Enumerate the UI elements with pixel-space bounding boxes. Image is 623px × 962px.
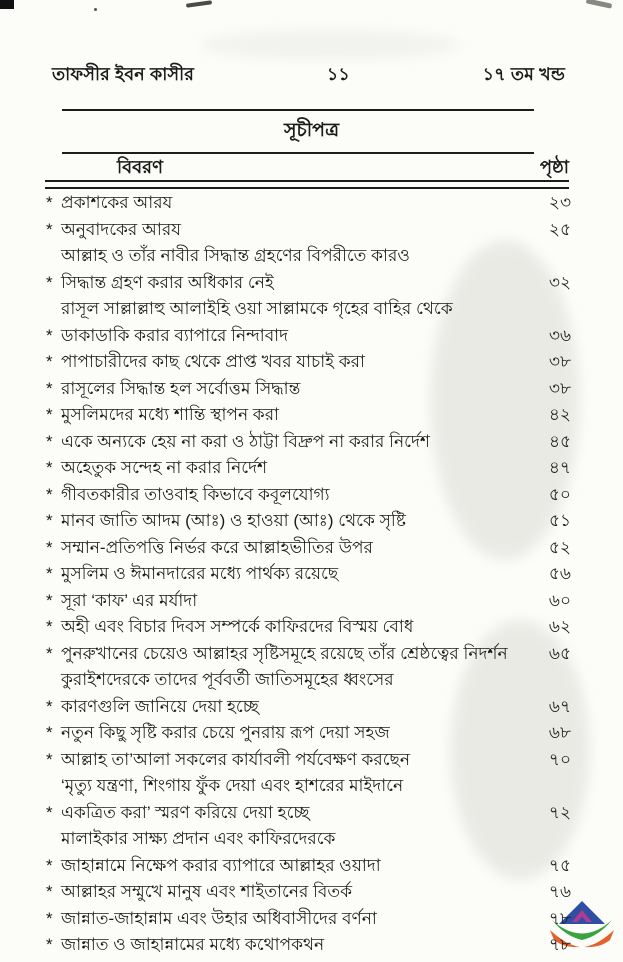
entry-title-line: প্রকাশকের আরয — [61, 193, 173, 212]
entry-bullet: * — [46, 882, 53, 901]
entry-title — [61, 614, 527, 641]
entry-page-number: ৬৫ — [548, 643, 571, 663]
entry-bullet: * — [46, 908, 53, 928]
toc-entry — [46, 588, 571, 615]
entry-page-number: ৭৫ — [548, 855, 571, 875]
entry-title-line: অহী এবং বিচার দিবস সম্পর্কে কাফিরদের বিস্ময় বোধ — [61, 617, 414, 636]
toc-entry — [46, 455, 571, 482]
entry-title-line: সিদ্ধান্ত গ্রহণ করার অধিকার নেই — [61, 272, 274, 292]
entry-bullet: * — [46, 802, 53, 822]
entry-title — [61, 667, 527, 720]
entry-page-number: ৬৭ — [548, 696, 571, 716]
entry-bullet: * — [46, 723, 53, 742]
toc-entry — [46, 773, 571, 826]
entry-title — [61, 482, 527, 509]
toc-entry — [46, 296, 571, 349]
entry-title — [61, 720, 527, 747]
entry-title — [61, 349, 527, 376]
entry-page-number: ৫০ — [548, 484, 571, 504]
volume-label: ১৭ তম খন্ড — [482, 64, 565, 84]
entry-page-number: ২৩ — [548, 193, 571, 212]
entry-bullet: * — [46, 855, 53, 875]
entry-title-line: কুরাইশদেরকে তাদের পূর্ববর্তী জাতিসমূহের ধ্বংসের — [61, 670, 394, 689]
entry-bullet: * — [46, 219, 53, 239]
entry-title — [61, 826, 527, 879]
entry-page-number: ৩৮ — [548, 378, 571, 398]
entry-title-line: মুসলিমদের মধ্যে শান্তি স্থাপন করা — [61, 405, 279, 424]
entry-title — [61, 641, 527, 668]
entry-page-number: ৬২ — [548, 617, 571, 636]
entry-bullet: * — [46, 193, 53, 212]
column-header-page: পৃষ্ঠা — [539, 157, 569, 177]
horizontal-rule — [45, 180, 569, 182]
entry-title-line: জাহান্নামে নিক্ষেপ করার ব্যাপারে আল্লাহর ওয়াদা — [61, 855, 381, 875]
entry-title-line: আল্লাহ তা’আলা সকলের কার্যাবলী পর্যবেক্ষণ করছেন — [61, 749, 411, 769]
entry-title-line: সম্মান-প্রতিপত্তি নির্ভর করে আল্লাহভীতির উপর — [61, 537, 373, 557]
entry-title — [61, 217, 527, 244]
entry-bullet: * — [46, 590, 53, 610]
entry-bullet: * — [46, 643, 53, 663]
entry-bullet: * — [46, 617, 53, 636]
entry-title-line: কারণগুলি জানিয়ে দেয়া হচ্ছে — [61, 696, 259, 716]
toc-entry — [46, 482, 571, 509]
entry-title — [61, 588, 527, 615]
entry-title-line: মালাইকার সাক্ষ্য প্রদান এবং কাফিরদেরকে — [61, 829, 336, 848]
entry-bullet: * — [46, 352, 53, 371]
entry-bullet: * — [46, 484, 53, 504]
toc-entry — [46, 932, 571, 959]
toc-entry — [46, 614, 571, 641]
toc-entry — [46, 429, 571, 456]
entry-title — [61, 932, 527, 959]
toc-entry — [46, 747, 571, 774]
entry-bullet: * — [46, 935, 53, 954]
entry-bullet: * — [46, 325, 53, 345]
toc-entry — [46, 217, 571, 244]
entry-bullet: * — [46, 511, 53, 530]
entry-title-line: অহেতুক সন্দেহ না করার নির্দেশ — [61, 458, 268, 477]
scan-bleed — [200, 30, 460, 60]
entry-bullet: * — [46, 405, 53, 424]
entry-page-number: ৫১ — [548, 511, 571, 530]
toc-entry — [46, 720, 571, 747]
entry-title-line: পুনরুখানের চেয়েও আল্লাহর সৃষ্টিসমূহে রয়েছে তাঁর শ্রেষ্ঠত্বের নিদর্শন — [61, 643, 508, 663]
entry-title-line: নতুন কিছু সৃষ্টি করার চেয়ে পুনরায় রূপ দেয়া সহজ — [61, 723, 390, 742]
horizontal-rule — [62, 109, 534, 111]
entry-page-number: ৭২ — [548, 802, 571, 822]
toc-list — [46, 190, 571, 962]
scan-artifact — [186, 0, 212, 8]
toc-entry — [46, 349, 571, 376]
entry-page-number: ৩৬ — [548, 325, 571, 345]
toc-entry — [46, 906, 571, 933]
entry-title-line: ‘মৃত্যু যন্ত্রণা, শিংগায় ফুঁক দেয়া এবং হাশরের মাইদানে — [61, 776, 404, 795]
scan-artifact — [0, 0, 14, 9]
toc-entry — [46, 508, 571, 535]
entry-bullet: * — [46, 564, 53, 583]
entry-bullet: * — [46, 696, 53, 716]
entry-bullet: * — [46, 458, 53, 477]
entry-title-line: আল্লাহর সম্মুখে মানুষ এবং শাইতানের বিতর্ক — [61, 882, 353, 901]
entry-title — [61, 296, 527, 349]
scan-artifact — [94, 8, 97, 11]
entry-page-number: ৫২ — [548, 537, 571, 557]
entry-title — [61, 402, 527, 429]
entry-title — [61, 773, 527, 826]
entry-title-line: ডাকাডাকি করার ব্যাপারে নিন্দাবাদ — [61, 325, 289, 345]
column-header-description: বিবরণ — [117, 157, 163, 177]
entry-title-line: জান্নাত-জাহান্নাম এবং উহার অধিবাসীদের বর্ণনা — [61, 908, 377, 928]
entry-title — [61, 376, 527, 403]
toc-entry — [46, 667, 571, 720]
book-title: তাফসীর ইবন কাসীর — [52, 64, 195, 84]
entry-title-line: জান্নাত ও জাহান্নামের মধ্যে কথোপকথন — [61, 935, 325, 954]
entry-page-number: ২৫ — [548, 219, 571, 239]
entry-title — [61, 535, 527, 562]
entry-page-number: ৪৫ — [548, 431, 571, 451]
toc-entry — [46, 243, 571, 296]
entry-page-number: ৭৮ — [548, 935, 571, 954]
entry-page-number: ৫৬ — [548, 564, 571, 583]
entry-title — [61, 455, 527, 482]
entry-title — [61, 243, 527, 296]
toc-title: সূচীপত্র — [283, 120, 340, 141]
entry-page-number: ৭৬ — [548, 882, 571, 901]
entry-title-line: মুসলিম ও ঈমানদারের মধ্যে পার্থক্য রয়েছে — [61, 564, 339, 583]
entry-page-number: ৩২ — [548, 272, 571, 292]
entry-bullet: * — [46, 749, 53, 769]
entry-page-number: ৭৮ — [548, 908, 571, 928]
entry-page-number: ৪৭ — [548, 458, 571, 477]
entry-bullet: * — [46, 272, 53, 292]
entry-title — [61, 906, 527, 933]
entry-title-line: একত্রিত করা’ স্মরণ করিয়ে দেয়া হচ্ছে — [61, 802, 310, 822]
entry-title-line: অনুবাদকের আরয — [61, 219, 181, 239]
entry-title-line: সূরা ‘কাফ’ এর মর্যাদা — [61, 590, 198, 610]
toc-entry — [46, 641, 571, 668]
entry-page-number: ৩৮ — [548, 352, 571, 371]
toc-entry — [46, 376, 571, 403]
toc-entry — [46, 402, 571, 429]
entry-title-line: একে অন্যকে হেয় না করা ও ঠাট্টা বিদ্রুপ না করার নির্দেশ — [61, 431, 430, 451]
entry-page-number: ৭০ — [548, 749, 571, 769]
entry-title — [61, 747, 527, 774]
entry-page-number: ৬০ — [548, 590, 571, 610]
toc-entry — [46, 190, 571, 217]
running-head — [52, 62, 565, 91]
entry-title-line: মানব জাতি আদম (আঃ) ও হাওয়া (আঃ) থেকে সৃষ্টি — [61, 511, 406, 530]
scan-artifact — [586, 0, 612, 9]
entry-title-line: আল্লাহ ও তাঁর নাবীর সিদ্ধান্ত গ্রহণের বিপরীতে কারও — [61, 246, 410, 265]
toc-entry — [46, 879, 571, 906]
toc-entry — [46, 561, 571, 588]
entry-title-line: পাপাচারীদের কাছ থেকে প্রাপ্ত খবর যাচাই করা — [61, 352, 365, 371]
entry-page-number: ৬৮ — [548, 723, 571, 742]
entry-title-line: রাসূলের সিদ্ধান্ত হল সর্বোত্তম সিদ্ধান্ত — [61, 378, 301, 398]
entry-bullet: * — [46, 378, 53, 398]
entry-title — [61, 429, 527, 456]
page-number: ১১ — [326, 64, 350, 84]
toc-entry — [46, 826, 571, 879]
entry-bullet: * — [46, 431, 53, 451]
entry-title-line: রাসূল সাল্লাল্লাহু আলাইহি ওয়া সাল্লামকে গৃহের বাহির থেকে — [61, 299, 453, 318]
entry-bullet: * — [46, 537, 53, 557]
entry-title — [61, 879, 527, 906]
entry-title-line: গীবতকারীর তাওবাহ কিভাবে কবূলযোগ্য — [61, 484, 330, 504]
entry-title — [61, 190, 527, 217]
entry-title — [61, 561, 527, 588]
entry-title — [61, 508, 527, 535]
toc-entry — [46, 535, 571, 562]
entry-page-number: ৪২ — [548, 405, 571, 424]
